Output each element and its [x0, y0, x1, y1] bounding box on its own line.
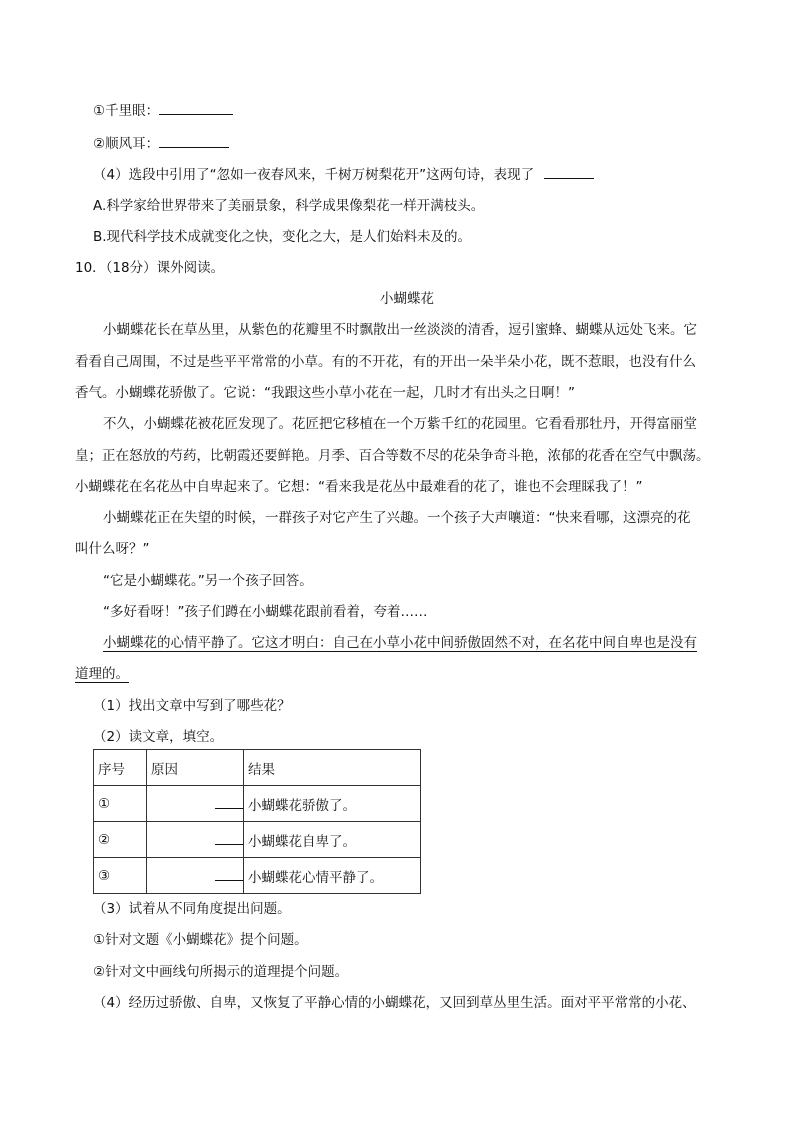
table-row: [94, 858, 421, 894]
passage-p2-line1: 不久，小蝴蝶花被花匠发现了。花匠把它移植在一个万紫千红的花园里。它看看那牡丹，开得富丽堂: [103, 416, 697, 432]
q10-sub3-b: ②针对文中画线句所揭示的道理提个问题。: [93, 964, 349, 980]
answer-blank[interactable]: [215, 830, 243, 845]
table-header: 原因: [147, 750, 244, 786]
passage-title: 小蝴蝶花: [380, 291, 434, 307]
passage-p4: “它是小蝴蝶花。”另一个孩子回答。: [103, 573, 313, 589]
row-number: ②: [94, 822, 147, 858]
q9-item1: ①千里眼：: [93, 100, 233, 121]
passage-p2-line2: 皇；正在怒放的芍药，比朝霞还要鲜艳。月季、百合等数不尽的花朵争奇斗艳，浓郁的花香在空气中飘荡。: [75, 448, 710, 464]
answer-blank[interactable]: [159, 133, 229, 148]
cause-cell[interactable]: [147, 786, 244, 822]
passage-p1-line2: 看看自己周围，不过是些平平常常的小草。有的不开花，有的开出一朵半朵小花，既不惹眼，也没有什么: [75, 354, 696, 370]
table-row: [94, 786, 421, 822]
result-cell: 小蝴蝶花骄傲了。: [244, 786, 421, 822]
passage-p5: “多好看呀！”孩子们蹲在小蝴蝶花跟前看着，夸着……: [103, 604, 428, 620]
answer-blank[interactable]: [215, 866, 243, 881]
passage-p1-line3: 香气。小蝴蝶花骄傲了。它说：“我跟这些小草小花在一起，几时才有出头之日啊！”: [75, 385, 575, 401]
result-cell: 小蝴蝶花心情平静了。: [244, 858, 421, 894]
q9-item2: ②顺风耳：: [93, 133, 229, 154]
table-header: 结果: [244, 750, 421, 786]
answer-blank[interactable]: [544, 164, 594, 179]
q10-sub2: （2）读文章，填空。: [93, 729, 224, 745]
q10-sub3: （3）试着从不同角度提出问题。: [93, 901, 291, 917]
table-header-row: [94, 750, 421, 786]
answer-blank[interactable]: [159, 100, 233, 115]
result-cell: 小蝴蝶花自卑了。: [244, 822, 421, 858]
cause-result-table: [93, 749, 421, 894]
q10-sub4: （4）经历过骄傲、自卑，又恢复了平静心情的小蝴蝶花，又回到草丛里生活。面对平平常常的小花、: [93, 995, 696, 1011]
passage-p3-line1: 小蝴蝶花正在失望的时候，一群孩子对它产生了兴趣。一个孩子大声嚷道：“快来看哪，这漂亮的花: [103, 510, 691, 526]
table-header: 序号: [94, 750, 147, 786]
passage-p2-line3: 小蝴蝶花在名花丛中自卑起来了。它想：“看来我是花丛中最难看的花了，谁也不会理睬我了！”: [75, 479, 643, 495]
passage-underlined-line1: 小蝴蝶花的心情平静了。它这才明白：自己在小草小花中间骄傲固然不对，在名花中间自卑也是没有: [103, 635, 697, 651]
answer-blank[interactable]: [215, 794, 243, 809]
q9-sub4: （4）选段中引用了“忽如一夜春风来，千树万树梨花开”这两句诗，表现了: [93, 164, 594, 185]
passage-p3-line2: 叫什么呀？”: [75, 541, 150, 557]
q10-sub3-a: ①针对文题《小蝴蝶花》提个问题。: [93, 932, 308, 948]
passage-underlined-line2: 道理的。: [75, 666, 129, 682]
cause-cell[interactable]: [147, 822, 244, 858]
passage-p1-line1: 小蝴蝶花长在草丛里，从紫色的花瓣里不时飘散出一丝淡淡的清香，逗引蜜蜂、蝴蝶从远处飞来。它: [103, 322, 697, 338]
q9-option-b: B.现代科学技术成就变化之快，变化之大，是人们始料未及的。: [93, 229, 472, 245]
q10-header: 10．（18分）课外阅读。: [75, 260, 225, 276]
table-row: [94, 822, 421, 858]
cause-cell[interactable]: [147, 858, 244, 894]
q9-option-a: A.科学家给世界带来了美丽景象，科学成果像梨花一样开满枝头。: [93, 198, 485, 214]
row-number: ③: [94, 858, 147, 894]
q10-sub1: （1）找出文章中写到了哪些花？: [93, 698, 291, 714]
row-number: ①: [94, 786, 147, 822]
